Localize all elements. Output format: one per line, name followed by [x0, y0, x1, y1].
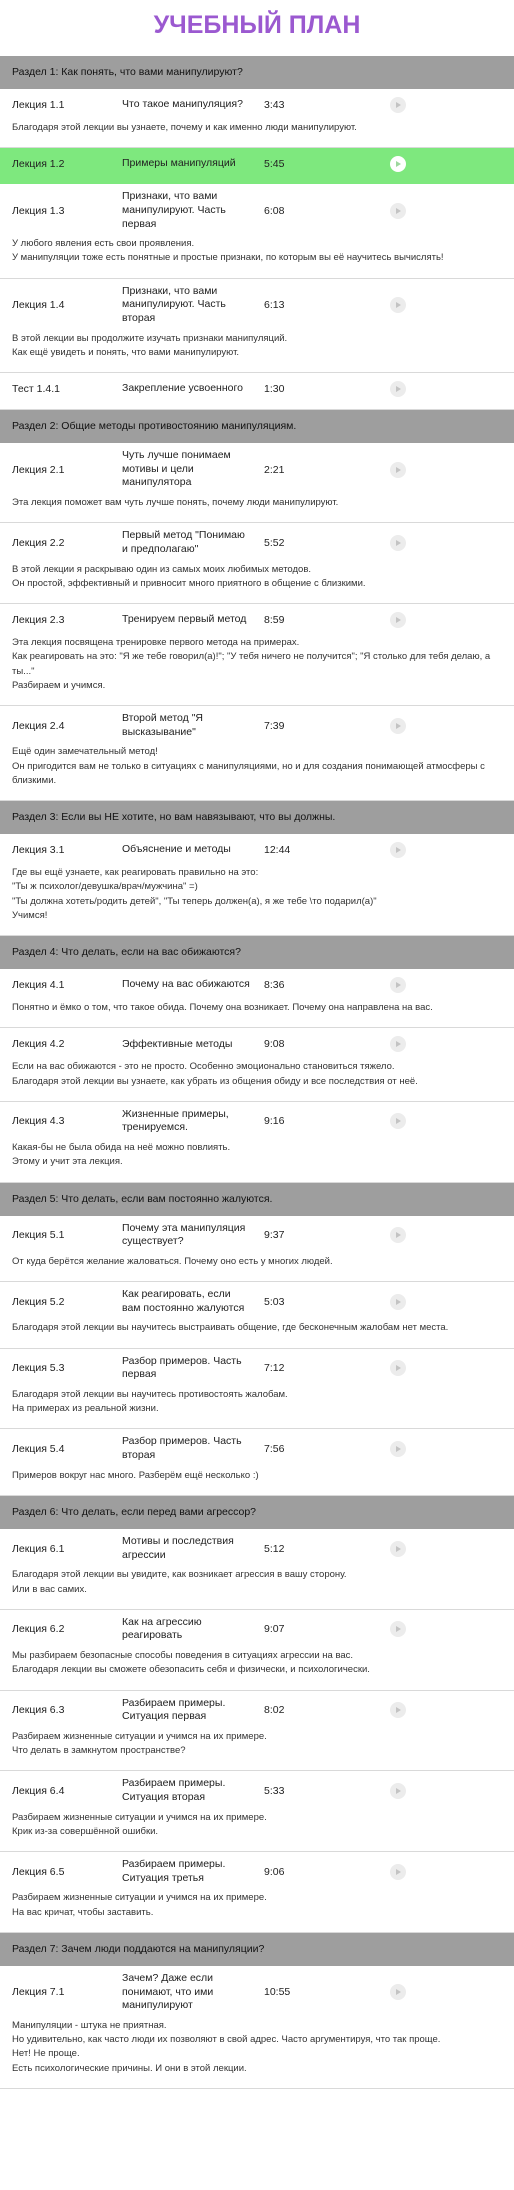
- lesson-item[interactable]: [0, 523, 514, 604]
- description-line: Разбираем и учимся.: [12, 679, 106, 691]
- lesson-title[interactable]: Жизненные примеры, тренируемся.: [122, 1107, 229, 1134]
- lesson-item[interactable]: [0, 604, 514, 706]
- play-icon: [396, 467, 401, 473]
- lesson-row[interactable]: [0, 1852, 514, 1891]
- description-line: Примеров вокруг нас много. Разберём ещё несколько :): [12, 1469, 259, 1481]
- lesson-duration: 6:13: [264, 299, 285, 312]
- section-header[interactable]: Раздел 4: Что делать, если на вас обижаются?: [0, 936, 514, 969]
- lesson-title[interactable]: Первый метод "Понимаю и предполагаю": [122, 529, 245, 555]
- lesson-item[interactable]: [0, 1771, 514, 1852]
- description-line: Крик из-за совершённой ошибки.: [12, 1825, 159, 1837]
- lesson-row[interactable]: [0, 148, 514, 180]
- lesson-number: Лекция 5.3: [12, 1362, 65, 1375]
- lesson-title[interactable]: Объяснение и методы: [122, 843, 231, 856]
- description-line: Этому и учит эта лекция.: [12, 1156, 123, 1168]
- lesson-description: [0, 1255, 514, 1269]
- lesson-description: [0, 1388, 514, 1417]
- description-line: Ещё один замечательный метод!: [12, 746, 158, 758]
- play-button[interactable]: [390, 1441, 406, 1457]
- play-button[interactable]: [390, 462, 406, 478]
- lesson-description: [0, 1568, 514, 1597]
- play-button[interactable]: [390, 612, 406, 628]
- description-line: У любого явления есть свои проявления.: [12, 238, 195, 250]
- lesson-duration: 9:07: [264, 1623, 285, 1636]
- lesson-description: [0, 237, 514, 266]
- play-icon: [396, 1041, 401, 1047]
- play-button[interactable]: [390, 1113, 406, 1129]
- lesson-title[interactable]: Разбор примеров. Часть вторая: [122, 1435, 242, 1462]
- lesson-item[interactable]: [0, 184, 514, 278]
- play-icon: [396, 1365, 401, 1371]
- description-line: Разбираем жизненные ситуации и учимся на их примере.: [12, 1730, 267, 1742]
- lesson-duration: 10:55: [264, 1986, 291, 1999]
- description-line: Благодаря этой лекции вы узнаете, как убрать из общения обиду и все последствия от неё.: [12, 1075, 418, 1087]
- lesson-item-active[interactable]: [0, 148, 514, 184]
- play-button[interactable]: [390, 97, 406, 113]
- lesson-description: [0, 745, 514, 788]
- play-icon: [396, 1546, 401, 1552]
- play-button[interactable]: [390, 718, 406, 734]
- play-icon: [396, 1989, 401, 1995]
- play-icon: [396, 982, 401, 988]
- lesson-title[interactable]: Разбираем примеры. Ситуация третья: [122, 1858, 226, 1884]
- lesson-title[interactable]: Тренируем первый метод: [122, 613, 247, 626]
- lesson-description: [0, 1891, 514, 1920]
- description-line: В этой лекции вы продолжите изучать признаки манипуляций.: [12, 332, 288, 344]
- lesson-item[interactable]: [0, 1529, 514, 1610]
- lesson-title[interactable]: Разбираем примеры. Ситуация вторая: [122, 1777, 226, 1803]
- lesson-description: [0, 1321, 514, 1335]
- lesson-description: [0, 1001, 514, 1015]
- lesson-title[interactable]: Чуть лучше понимаем мотивы и цели манипулятора: [122, 449, 231, 489]
- lesson-duration: 9:37: [264, 1229, 285, 1242]
- section-header[interactable]: Раздел 7: Зачем люди поддаются на манипуляции?: [0, 1933, 514, 1966]
- lesson-item[interactable]: [0, 1691, 514, 1772]
- lesson-duration: 7:12: [264, 1362, 285, 1375]
- lesson-title[interactable]: Мотивы и последствия агрессии: [122, 1534, 234, 1561]
- lesson-row[interactable]: [0, 1216, 514, 1255]
- description-line: У манипуляции тоже есть понятные и простые признаки, по которым вы её научитесь вычислять!: [12, 252, 444, 264]
- lesson-number: Лекция 1.2: [12, 158, 65, 171]
- lesson-duration: 5:52: [264, 536, 285, 549]
- section-header[interactable]: Раздел 1: Как понять, что вами манипулируют?: [0, 56, 514, 89]
- lesson-description: [0, 332, 514, 361]
- lesson-title[interactable]: Признаки, что вами манипулируют. Часть вторая: [122, 284, 226, 324]
- lesson-item[interactable]: [0, 706, 514, 801]
- lesson-description: [0, 1649, 514, 1678]
- lesson-item[interactable]: [0, 1102, 514, 1183]
- play-button[interactable]: [390, 203, 406, 219]
- lesson-number: Лекция 1.1: [12, 99, 65, 111]
- lesson-row[interactable]: [0, 1610, 514, 1649]
- description-line: На вас кричат, чтобы заставить.: [12, 1906, 154, 1918]
- play-icon: [396, 1788, 401, 1794]
- lesson-row[interactable]: [0, 834, 514, 866]
- lesson-item[interactable]: [0, 89, 514, 148]
- section-header[interactable]: Раздел 2: Общие методы противостоянию манипуляциям.: [0, 410, 514, 443]
- lesson-row[interactable]: [0, 1771, 514, 1810]
- lesson-description: [0, 563, 514, 592]
- play-icon: [396, 161, 401, 167]
- lesson-row[interactable]: [0, 969, 514, 1001]
- lesson-description: [0, 1811, 514, 1840]
- lesson-title[interactable]: Разбираем примеры. Ситуация первая: [122, 1696, 226, 1723]
- lesson-description: [0, 1469, 514, 1483]
- lesson-item[interactable]: [0, 1216, 514, 1283]
- lesson-number: Лекция 4.2: [12, 1038, 65, 1051]
- page-title: УЧЕБНЫЙ ПЛАН: [153, 11, 361, 39]
- lesson-duration: 5:03: [264, 1295, 285, 1308]
- description-line: Он простой, эффективный и привносит много приятного в общение с близкими.: [12, 577, 366, 589]
- lesson-duration: 12:44: [264, 844, 291, 857]
- lesson-number: Тест 1.4.1: [12, 383, 60, 396]
- lesson-number: Лекция 6.4: [12, 1784, 65, 1797]
- lesson-item[interactable]: [0, 1028, 514, 1102]
- lesson-number: Лекция 3.1: [12, 844, 65, 857]
- lesson-duration: 1:30: [264, 383, 285, 396]
- description-line: Если на вас обижаются - это не просто. Особенно эмоционально становиться тяжело.: [12, 1061, 395, 1073]
- lesson-row[interactable]: [0, 279, 514, 332]
- lesson-row[interactable]: [0, 1282, 514, 1321]
- lesson-item[interactable]: [0, 1852, 514, 1933]
- description-line: В этой лекции я раскрываю один из самых моих любимых методов.: [12, 563, 312, 575]
- lesson-row[interactable]: [0, 706, 514, 745]
- lesson-duration: 5:12: [264, 1542, 285, 1555]
- description-line: Учимся!: [12, 909, 48, 921]
- lesson-title[interactable]: Примеры манипуляций: [122, 157, 236, 170]
- play-icon: [396, 1869, 401, 1875]
- lesson-number: Лекция 5.1: [12, 1229, 65, 1242]
- play-button[interactable]: [390, 1360, 406, 1376]
- lesson-duration: 5:33: [264, 1784, 285, 1797]
- lesson-title[interactable]: Почему эта манипуляция существует?: [122, 1221, 246, 1248]
- lesson-row[interactable]: [0, 373, 514, 405]
- lesson-duration: 9:08: [264, 1038, 285, 1051]
- play-icon: [396, 1118, 401, 1124]
- lesson-duration: 6:08: [264, 204, 285, 217]
- lesson-description: [0, 2019, 514, 2076]
- lesson-row[interactable]: [0, 523, 514, 562]
- lesson-title[interactable]: Зачем? Даже если понимают, что ими манипулируют: [122, 1971, 214, 2012]
- play-icon: [396, 1232, 401, 1238]
- section-header[interactable]: Раздел 3: Если вы НЕ хотите, но вам навязывают, что вы должны.: [0, 801, 514, 834]
- play-button[interactable]: [390, 1227, 406, 1243]
- description-line: Благодаря этой лекции вы узнаете, почему и как именно люди манипулируют.: [12, 122, 357, 133]
- lesson-item[interactable]: [0, 443, 514, 523]
- description-line: Но удивительно, как часто люди их позволяют в свой адрес. Часто аргументируя, что так проще.: [12, 2034, 441, 2046]
- description-line: Где вы ещё узнаете, как реагировать правильно на это:: [12, 867, 259, 879]
- lesson-duration: 8:02: [264, 1704, 285, 1717]
- play-button[interactable]: [390, 977, 406, 993]
- description-line: Нет! Не проще.: [12, 2048, 80, 2060]
- lesson-number: Лекция 5.2: [12, 1295, 65, 1308]
- lesson-item[interactable]: [0, 834, 514, 936]
- description-line: Мы разбираем безопасные способы поведения в ситуациях агрессии на вас.: [12, 1650, 354, 1662]
- play-icon: [396, 386, 401, 392]
- lesson-row[interactable]: [0, 604, 514, 636]
- play-button[interactable]: [390, 535, 406, 551]
- lesson-duration: 9:16: [264, 1115, 285, 1128]
- lesson-title[interactable]: Разбор примеров. Часть первая: [122, 1354, 242, 1381]
- lesson-number: Лекция 1.4: [12, 299, 65, 312]
- play-icon: [396, 208, 401, 214]
- description-line: Понятно и ёмко о том, что такое обида. Почему она возникает. Почему она направлена на вас.: [12, 1002, 433, 1014]
- lesson-row[interactable]: [0, 1529, 514, 1568]
- lesson-item[interactable]: [0, 1349, 514, 1430]
- play-button[interactable]: [390, 297, 406, 313]
- play-icon: [396, 1299, 401, 1305]
- play-button[interactable]: [390, 1783, 406, 1799]
- lesson-row[interactable]: [0, 1966, 514, 2019]
- lesson-description: [0, 1141, 514, 1170]
- description-line: Разбираем жизненные ситуации и учимся на их примере.: [12, 1811, 267, 1823]
- play-icon: [396, 723, 401, 729]
- lesson-title[interactable]: Эффективные методы: [122, 1037, 233, 1050]
- description-line: Благодаря этой лекции вы увидите, как возникает агрессия в вашу сторону.: [12, 1569, 347, 1581]
- lesson-number: Лекция 6.5: [12, 1865, 65, 1878]
- lesson-number: Лекция 1.3: [12, 204, 65, 217]
- description-line: "Ты должна хотеть/родить детей", "Ты теперь должен(а), я же тебе \то подарил(а)": [12, 895, 377, 907]
- lesson-title[interactable]: Закрепление усвоенного: [122, 382, 243, 395]
- play-icon: [396, 1626, 401, 1632]
- lesson-row[interactable]: [0, 443, 514, 496]
- play-button[interactable]: [390, 1294, 406, 1310]
- lesson-duration: 7:56: [264, 1443, 285, 1456]
- play-icon: [396, 102, 401, 108]
- lesson-title[interactable]: Как на агрессию реагировать: [122, 1615, 202, 1642]
- lesson-item[interactable]: [0, 373, 514, 410]
- lesson-duration: 3:43: [264, 99, 285, 111]
- description-line: Есть психологические причины. И они в этой лекции.: [12, 2062, 247, 2074]
- lesson-number: Лекция 6.3: [12, 1704, 65, 1717]
- play-button[interactable]: [390, 1864, 406, 1880]
- lesson-title[interactable]: Признаки, что вами манипулируют. Часть первая: [122, 190, 226, 230]
- description-line: Как реагировать на это: "Я же тебе говорил(а)!"; "У тебя ничего не получится"; "Я столько для тебя делаю, а ты...": [12, 651, 491, 677]
- lesson-duration: 5:45: [264, 158, 285, 171]
- lesson-description: [0, 866, 514, 923]
- description-line: Что делать в замкнутом пространстве?: [12, 1745, 186, 1757]
- play-button[interactable]: [390, 1702, 406, 1718]
- lesson-title[interactable]: Второй метод "Я высказывание": [122, 712, 204, 738]
- lesson-row[interactable]: [0, 1349, 514, 1388]
- lesson-number: Лекция 4.1: [12, 979, 65, 992]
- play-button[interactable]: [390, 156, 406, 172]
- lesson-number: Лекция 2.2: [12, 536, 65, 549]
- lesson-description: [0, 1060, 514, 1089]
- play-button[interactable]: [390, 1541, 406, 1557]
- play-button[interactable]: [390, 1621, 406, 1637]
- description-line: Манипуляции - штука не приятная.: [12, 2019, 167, 2031]
- lesson-row[interactable]: [0, 184, 514, 237]
- lesson-title[interactable]: Как реагировать, если вам постоянно жалуются: [122, 1288, 245, 1314]
- lesson-item[interactable]: [0, 1282, 514, 1349]
- lesson-duration: 8:36: [264, 979, 285, 992]
- lesson-number: Лекция 2.4: [12, 719, 65, 732]
- lesson-description: [0, 121, 514, 135]
- description-line: От куда берётся желание жаловаться. Почему оно есть у многих людей.: [12, 1255, 333, 1267]
- lesson-item[interactable]: [0, 1429, 514, 1496]
- lesson-title[interactable]: Почему на вас обижаются: [122, 978, 250, 991]
- lesson-number: Лекция 6.1: [12, 1542, 65, 1555]
- lesson-description: [0, 636, 514, 693]
- lesson-row[interactable]: [0, 1102, 514, 1141]
- description-line: На примерах из реальной жизни.: [12, 1403, 159, 1415]
- play-button[interactable]: [390, 1036, 406, 1052]
- play-button[interactable]: [390, 381, 406, 397]
- lesson-row[interactable]: [0, 1691, 514, 1730]
- description-line: Благодаря этой лекции вы научитесь выстраивать общение, где бесконечным жалобам нет места.: [12, 1322, 449, 1334]
- play-icon: [396, 617, 401, 623]
- play-icon: [396, 302, 401, 308]
- description-line: Эта лекция посвящена тренировке первого метода на примерах.: [12, 637, 300, 649]
- lesson-item[interactable]: [0, 1610, 514, 1691]
- description-line: "Ты ж психолог/девушка/врач/мужчина" =): [12, 881, 198, 893]
- lesson-number: Лекция 2.3: [12, 614, 65, 627]
- lesson-item[interactable]: [0, 1966, 514, 2089]
- section-header[interactable]: Раздел 6: Что делать, если перед вами агрессор?: [0, 1496, 514, 1529]
- play-icon: [396, 1707, 401, 1713]
- description-line: Разбираем жизненные ситуации и учимся на их примере.: [12, 1892, 267, 1904]
- play-icon: [396, 1446, 401, 1452]
- description-line: Как ещё увидеть и понять, что вами манипулируют.: [12, 346, 240, 358]
- lesson-row[interactable]: [0, 1429, 514, 1468]
- description-line: Или в вас самих.: [12, 1583, 87, 1595]
- lesson-number: Лекция 6.2: [12, 1623, 65, 1636]
- lesson-description: [0, 1730, 514, 1759]
- description-line: Эта лекция поможет вам чуть лучше понять, почему люди манипулируют.: [12, 497, 339, 509]
- play-icon: [396, 540, 401, 546]
- play-icon: [396, 847, 401, 853]
- lesson-duration: 2:21: [264, 463, 285, 476]
- lesson-item[interactable]: [0, 969, 514, 1028]
- section-header[interactable]: Раздел 5: Что делать, если вам постоянно жалуются.: [0, 1183, 514, 1216]
- lesson-number: Лекция 2.1: [12, 463, 65, 476]
- play-button[interactable]: [390, 842, 406, 858]
- lesson-duration: 7:39: [264, 719, 285, 732]
- description-line: Какая-бы не была обида на неё можно повлиять.: [12, 1142, 231, 1154]
- description-line: Он пригодится вам не только в ситуациях с манипуляциями, но и для создания понимающей атмосферы с близкими.: [12, 760, 485, 786]
- lesson-number: Лекция 7.1: [12, 1986, 65, 1999]
- lesson-duration: 9:06: [264, 1865, 285, 1878]
- lesson-number: Лекция 4.3: [12, 1115, 65, 1128]
- lesson-item[interactable]: [0, 279, 514, 373]
- description-line: Благодаря этой лекции вы научитесь противостоять жалобам.: [12, 1388, 288, 1400]
- lesson-title[interactable]: Что такое манипуляция?: [122, 98, 243, 111]
- lesson-description: [0, 496, 514, 510]
- description-line: Благодаря лекции вы сможете обезопасить себя и физически, и психологически.: [12, 1664, 370, 1676]
- lesson-duration: 8:59: [264, 614, 285, 627]
- lesson-number: Лекция 5.4: [12, 1443, 65, 1456]
- curriculum-list: [0, 56, 514, 2089]
- lesson-row[interactable]: [0, 1028, 514, 1060]
- play-button[interactable]: [390, 1984, 406, 2000]
- lesson-row[interactable]: [0, 89, 514, 121]
